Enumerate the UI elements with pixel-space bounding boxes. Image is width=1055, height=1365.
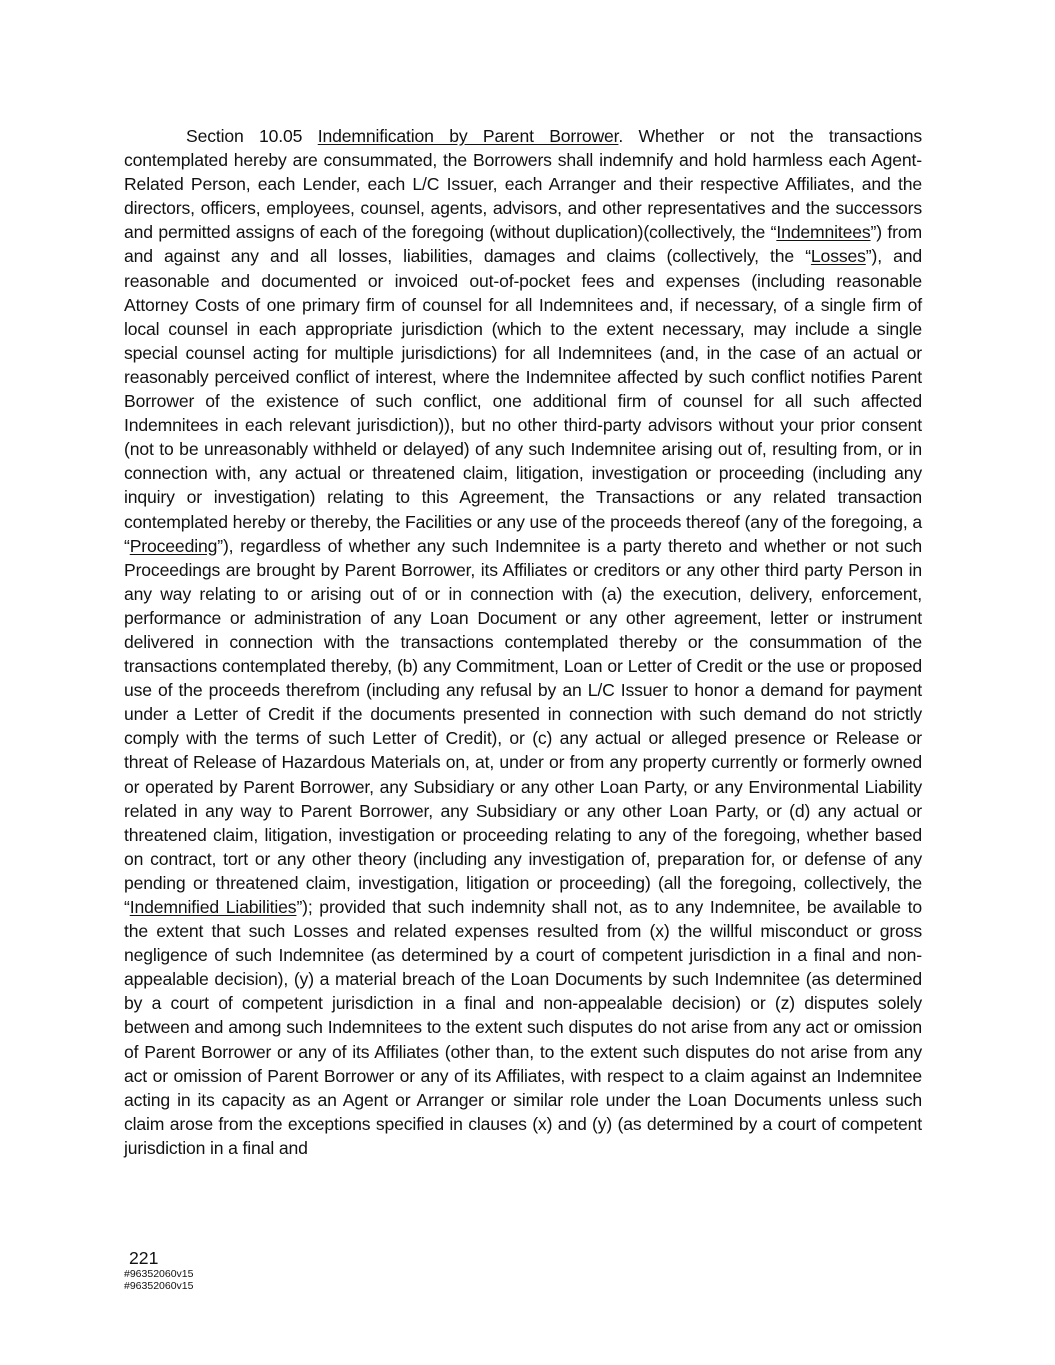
page-footer [124,1248,194,1292]
paragraph-text-3: ”), and reasonable and documented or invoiced out-of-pocket fees and expenses (including reasonable Attorney Costs of one primary firm of counsel for all Indemnitees and, if necessary, of a single firm of local counsel in each appropriate jurisdiction (which to the extent necessary, may include a single special counsel acting for multiple jurisdictions) for all Indemnitees (and, in the case of an actual or reasonably perceived conflict of interest, where the Indemnitee affected by such conflict notifies Parent Borrower of the existence of such conflict, one additional firm of counsel for all such affected Indemnitees in each relevant jurisdiction)), but no other third-party advisors without your prior consent (not to be unreasonably withheld or delayed) of any such Indemnitee arising out of, resulting from, or in connection with, any actual or threatened claim, litigation, investigation or proceeding (including any inquiry or investigation) relating to this Agreement, the Transactions or any related transaction contemplated hereby or thereby, the Facilities or any use of the proceeds thereof (any of the foregoing, a “ [124,246,922,556]
page-number: 221 [129,1248,159,1268]
defined-term-losses: Losses [810,246,866,267]
defined-term-indemnified-liabilities: Indemnified Liabilities [129,897,297,917]
paragraph-text-4: ”), regardless of whether any such Indemnitee is a party thereto and whether or not such Proceedings are brought by Parent Borrower, its Affiliates or creditors or any other third party Person in any way relating to or arising out of or in connection with (a) the execution, delivery, enforcement, performance or administration of any Loan Document or any other agreement, letter or instrument delivered in connection with the transactions contemplated thereby or the consummation of the transactions contemplated thereby, (b) any Commitment, Loan or Letter of Credit or the use or proposed use of the proceeds therefrom (including any refusal by an L/C Issuer to honor a demand for payment under a Letter of Credit if the documents presented in connection with such demand do not strictly comply with the terms of such Letter of Credit), or (c) any actual or alleged presence or Release or threat of Release of Hazardous Materials on, at, under or from any property currently or formerly owned or operated by Parent Borrower, any Subsidiary or any other Loan Party, or any Environmental Liability related in any way to Parent Borrower, any Subsidiary or any other Loan Party, or (d) any actual or threatened claim, litigation, investigation or proceeding relating to any of the foregoing, whether based on contract, tort or any other theory (including any investigation of, preparation for, or defense of any pending or threatened claim, investigation, litigation or proceeding) (all the foregoing, collectively, the “ [124,535,922,917]
paragraph-text-2: ”) from and against any and all losses, liabilities, damages and claims (collectively, the “ [124,222,922,267]
section-label: Section 10.05 [186,126,303,146]
section-10-05-paragraph [124,124,922,1160]
defined-term-proceeding: Proceeding [129,535,218,556]
paragraph-text-1: . Whether or not the transactions contemplated hereby are consummated, the Borrowers shall indemnify and hold harmless each Agent-Related Person, each Lender, each L/C Issuer, each Arranger and their respective Affiliates, and the directors, officers, employees, counsel, agents, advisors, and other representatives and the successors and permitted assigns of each of the foregoing (without duplication)(collectively, the “ [124,126,922,243]
section-title: Indemnification by Parent Borrower [317,126,619,146]
defined-term-indemnitees: Indemnitees [776,222,871,243]
paragraph-text-5: ”); provided that such indemnity shall not, as to any Indemnitee, be available to the extent that such Losses and related expenses resulted from (x) the willful misconduct or gross negligence of such Indemnitee (as determined by a court of competent jurisdiction in a final and non-appealable decision), (y) a material breach of the Loan Documents by such Indemnitee (as determined by a court of competent jurisdiction in a final and non-appealable decision) or (z) disputes solely between and among such Indemnitees to the extent such disputes do not arise from any act or omission of Parent Borrower or any of its Affiliates (other than, to the extent such disputes do not arise from any act or omission of Parent Borrower or any of its Affiliates, with respect to a claim against an Indemnitee acting in its capacity as an Agent or Arranger or similar role under the Loan Documents unless such claim arose from the exceptions specified in clauses (x) and (y) (as determined by a court of competent jurisdiction in a final and [124,897,923,1158]
document-id-duplicate: #96352060v15 [124,1280,194,1292]
document-id: #96352060v15 [124,1268,194,1280]
